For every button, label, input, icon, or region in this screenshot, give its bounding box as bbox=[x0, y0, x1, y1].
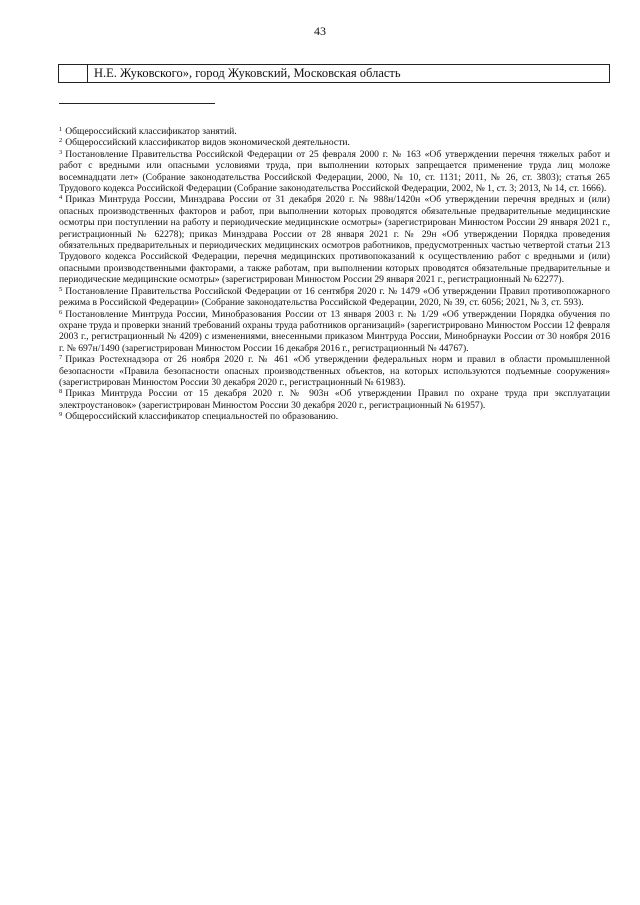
footnote-marker: 5 bbox=[59, 285, 63, 293]
footnote-text: Постановление Минтруда России, Минобразования России от 13 января 2003 г. № 1/29 «Об утверждении Порядка обучения по охране труда и проверки знаний требований охраны труда работников организаций» (зарегистрировано Минюстом России 12 февраля 2003 г., регистрационный № 4209) с изменениями, внесенными приказом Минтруда России, Минобрнауки России от 30 ноября 2016 г. № 697н/1490 (зарегистрирован Минюстом России 16 декабря 2016 г., регистрационный № 44767). bbox=[59, 308, 610, 354]
footnote-text: Общероссийский классификатор специальностей по образованию. bbox=[65, 411, 339, 423]
page-number: 43 bbox=[314, 24, 326, 38]
footnote-marker: 1 bbox=[59, 126, 63, 133]
footnote-text: Постановление Правительства Российской Федерации от 25 февраля 2000 г. № 163 «Об утверждении перечня тяжелых работ и работ с вредными или опасными условиями труда, при выполнении которых запрещается применение труда лиц моложе восемнадцати лет» (Собрание законодательства Российской Федерации, 2000, № 10, ст. 1131; 2011, № 26, ст. 3803); статья 265 Трудового кодекса Российской Федерации (Собрание законодательства Российской Федерации, 2002, № 1, ст. 3; 2013, № 14, ст. 1666). bbox=[59, 148, 610, 195]
footnote-text: Общероссийский классификатор видов экономической деятельности. bbox=[65, 137, 350, 149]
table-cell-empty bbox=[59, 65, 88, 82]
table-row bbox=[58, 64, 610, 83]
footnote-text: Приказ Минтруда России, Минздрава России от 31 декабря 2020 г. № 988н/1420н «Об утверждении перечня вредных и (или) опасных производственных факторов и работ, при выполнении которых проводятся обязательные предварительные медицинские осмотры при поступлении на работу и периодические медицинские осмотры» (зарегистрирован Минюстом России 29 января 2021 г., регистрационный № 62278); приказ Минздрава России от 28 января 2021 г. № 29н «Об утверждении Порядка проведения обязательных предварительных и периодических медицинских осмотров работников, предусмотренных частью четвертой статьи 213 Трудового кодекса Российской Федерации, перечня медицинских противопоказаний к осуществлению работ с вредными и (или) опасными производственными факторами, а также работам, при выполнении которых проводятся обязательные предварительные и периодические медицинские осмотры» (зарегистрирован Минюстом России 29 января 2021 г., регистрационный № 62277). bbox=[59, 194, 610, 286]
footnote-marker: 8 bbox=[59, 388, 63, 396]
footnote-6 bbox=[59, 309, 610, 355]
table-cell-location: Н.Е. Жуковского», город Жуковский, Московская область bbox=[94, 66, 401, 80]
footnote-7 bbox=[59, 354, 610, 388]
footnote-marker: 6 bbox=[59, 308, 63, 316]
footnote-3 bbox=[59, 149, 610, 195]
footnote-marker: 4 bbox=[59, 194, 63, 202]
footnotes bbox=[59, 126, 610, 423]
footnote-text: Приказ Минтруда России от 15 декабря 2020 г. № 903н «Об утверждении Правил по охране труда при эксплуатации электроустановок» (зарегистрирован Минюстом России 30 декабря 2020 г., регистрационный № 61957). bbox=[59, 388, 610, 411]
footnote-text: Постановление Правительства Российской Федерации от 16 сентября 2020 г. № 1479 «Об утверждении Правил противопожарного режима в Российской Федерации» (Собрание законодательства Российской Федерации, 2020, № 39, ст. 6056; 2021, № 3, ст. 593). bbox=[59, 285, 610, 309]
footnote-text: Общероссийский классификатор занятий. bbox=[65, 126, 237, 137]
footnote-text: Приказ Ростехнадзора от 26 ноября 2020 г. № 461 «Об утверждении федеральных норм и правил в области промышленной безопасности «Правила безопасности опасных производственных объектов, на которых используются подъемные сооружения» (зарегистрирован Минюстом России 30 декабря 2020 г., регистрационный № 61983). bbox=[59, 354, 610, 388]
footnote-8 bbox=[59, 388, 610, 411]
footnote-1 bbox=[59, 126, 610, 137]
footnote-4 bbox=[59, 194, 610, 285]
footnote-5 bbox=[59, 286, 610, 309]
footnote-separator bbox=[59, 103, 215, 104]
footnote-marker: 2 bbox=[59, 137, 63, 145]
footnote-2 bbox=[59, 137, 610, 148]
footnote-9 bbox=[59, 411, 610, 422]
footnote-marker: 9 bbox=[59, 411, 63, 419]
footnote-marker: 3 bbox=[59, 148, 63, 156]
footnote-marker: 7 bbox=[59, 354, 63, 362]
